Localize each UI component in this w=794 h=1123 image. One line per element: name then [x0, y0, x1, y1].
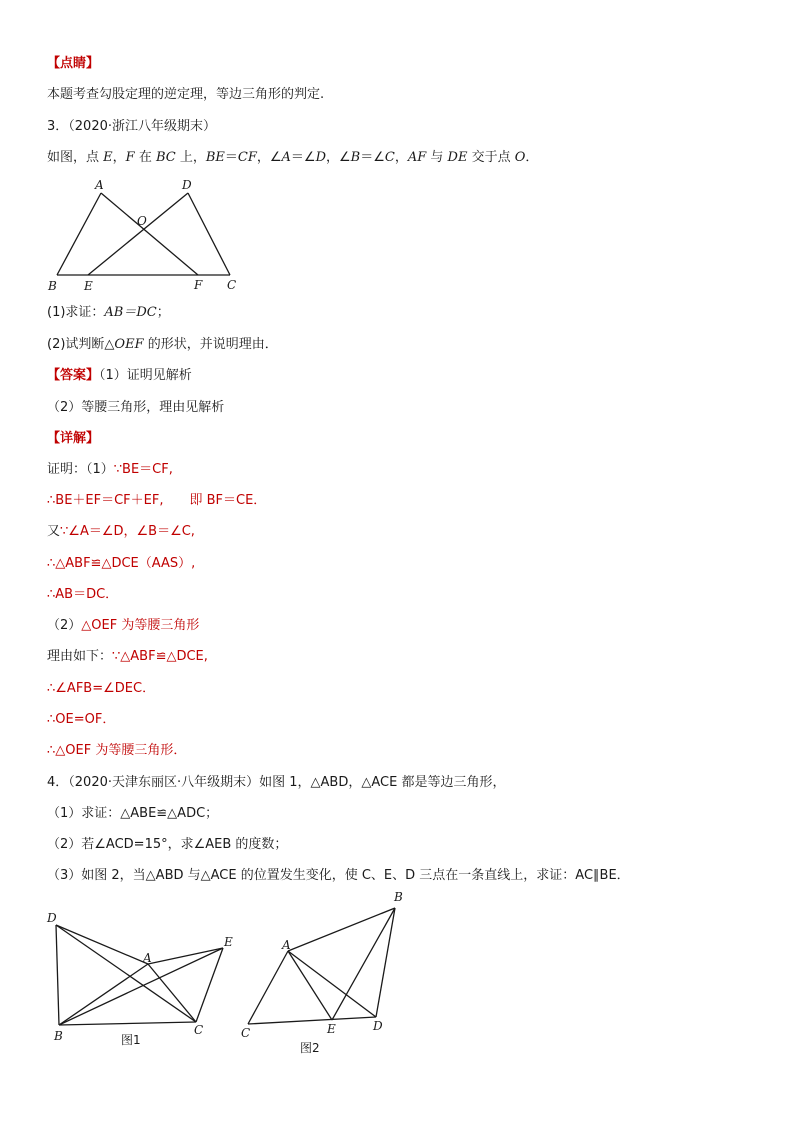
q3-label-c: C [227, 278, 237, 292]
fig2-segment-ab [288, 908, 395, 951]
q4-figure-2 [235, 885, 415, 1060]
fig1-label-a: A [143, 951, 152, 965]
proof-line-4: ∴△ABF≌△DCE（AAS）, [47, 556, 196, 571]
fig1-label-d: D [47, 911, 57, 925]
q3-stem: 如图，点 E，F 在 BC 上，BE＝CF，∠A＝∠D，∠B＝∠C，AF 与 DE 交于点 O． [47, 150, 539, 165]
q3-segment-af [101, 193, 198, 275]
q4-part2: （2）若∠ACD=15°，求∠AEB 的度数； [47, 837, 288, 852]
fig1-segment-db [56, 925, 59, 1025]
proof-line-5: ∴AB＝DC． [47, 587, 119, 602]
q4-part1: （1）求证：△ABE≌△ADC； [47, 806, 219, 821]
q4-figure-1 [40, 900, 250, 1055]
hint-heading: 【点睛】 [47, 56, 100, 71]
proof-line-3: 又∵∠A＝∠D，∠B＝∠C, [47, 524, 195, 539]
hint-text: 本题考查勾股定理的逆定理，等边三角形的判定. [47, 87, 325, 102]
q3-part2: (2)试判断△OEF 的形状，并说明理由． [47, 337, 278, 352]
fig1-label-e: E [224, 935, 233, 949]
proof-line-6: （2）△OEF 为等腰三角形 [47, 618, 200, 633]
proof-line-10: ∴△OEF 为等腰三角形． [47, 743, 187, 758]
q3-segment-ab [57, 193, 101, 275]
q3-label-b: B [48, 279, 57, 293]
fig2-segment-ad [288, 951, 376, 1017]
fig2-caption: 图2 [300, 1041, 320, 1055]
proof-line-1: 证明：（1）∵BE＝CF, [47, 462, 173, 477]
q3-segment-de [88, 193, 188, 275]
q4-part3: （3）如图 2，当△ABD 与△ACE 的位置发生变化，使 C、E、D 三点在一条直线上，求证：AC∥BE． [47, 868, 630, 883]
q3-label-d: D [182, 178, 192, 192]
proof-line-2: ∴BE＋EF＝CF＋EF, 即 BF＝CE． [47, 493, 267, 508]
fig1-caption: 图1 [121, 1033, 141, 1047]
fig2-label-d: D [373, 1019, 383, 1033]
q3-label-e: E [84, 279, 93, 293]
fig2-label-e: E [327, 1022, 336, 1036]
fig2-segment-ac [248, 951, 288, 1024]
q3-label-o: O [137, 214, 147, 228]
proof-line-9: ∴OE=OF． [47, 712, 116, 727]
proof-line-7: 理由如下：∵△ABF≌△DCE, [47, 649, 208, 664]
proof-line-8: ∴∠AFB=∠DEC． [47, 681, 156, 696]
fig2-label-a: A [282, 938, 291, 952]
q4-title: 4．（2020·天津东丽区·八年级期末）如图 1，△ABD，△ACE 都是等边三角形， [47, 775, 506, 790]
fig1-segment-ba [59, 964, 148, 1025]
fig2-label-b: B [394, 890, 403, 904]
q3-title: 3．（2020·浙江八年级期末） [47, 119, 216, 134]
fig1-segment-da [56, 925, 148, 964]
q3-figure [40, 172, 260, 297]
q3-detail-heading: 【详解】 [47, 431, 100, 446]
q3-answer-line1: 【答案】（1）证明见解析 [47, 368, 192, 383]
fig2-segment-ae [288, 951, 332, 1020]
fig2-segment-cd [248, 1017, 376, 1024]
fig1-segment-bc [59, 1022, 196, 1025]
fig1-segment-ae [148, 948, 223, 964]
q3-segment-dc [188, 193, 230, 275]
fig1-segment-be [59, 948, 223, 1025]
fig1-segment-dc [56, 925, 196, 1022]
q3-label-f: F [194, 278, 203, 292]
fig1-label-b: B [54, 1029, 63, 1043]
fig2-label-c: C [241, 1026, 251, 1040]
fig1-label-c: C [194, 1023, 204, 1037]
q3-answer-line2: （2）等腰三角形，理由见解析 [47, 400, 225, 415]
q3-part1: (1)求证：AB＝DC； [47, 305, 170, 320]
q3-label-a: A [95, 178, 104, 192]
